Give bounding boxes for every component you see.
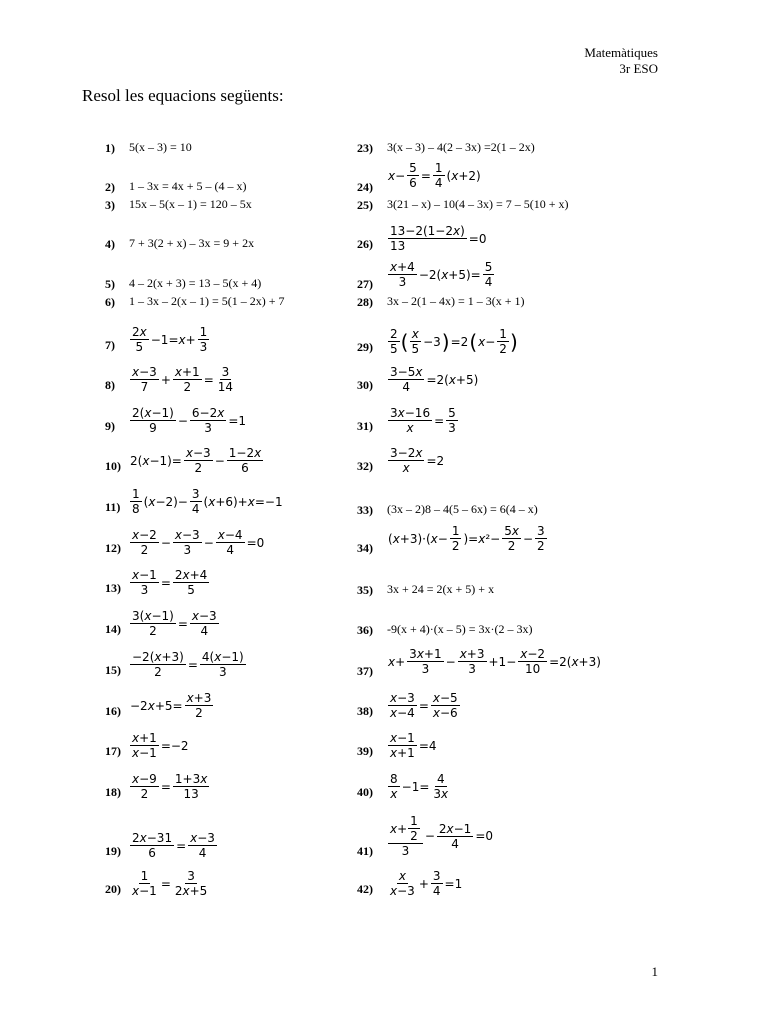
- problem-32: [357, 443, 707, 473]
- problem-number: 4): [105, 237, 115, 251]
- equation: x−2 2 − $\frac{x-3}{3}$ − $\frac{x-4}{4}$ =0: [132, 528, 265, 557]
- problem-38: [357, 688, 707, 718]
- problem-number: 30): [357, 378, 373, 392]
- problem-number: 15): [105, 663, 121, 677]
- problem-41: [357, 814, 707, 858]
- equation: -9(x + 4)·(x – 5) = 3x·(2 – 3x): [387, 622, 533, 636]
- equation: $\frac{2x-31}{6}$ = $\frac{x-3}{4}$: [132, 831, 215, 860]
- equation: $\frac{x-3}{x-4}$ = $\frac{x-5}{x-6}$: [390, 691, 458, 720]
- equation: $\frac{-2(x+3)}{2}$ = $\frac{4(x-1)}{3}$: [132, 650, 244, 679]
- equation: 2(x−1) 9 − $\frac{6-2x}{3}$ =1: [132, 406, 247, 435]
- problem-number: 35): [357, 583, 373, 597]
- problem-number: 12): [105, 541, 121, 555]
- equation: x + 1 2 3 − $\frac{2x-1}{4}$ =0: [390, 814, 494, 858]
- equation: 1 8 (x−2)− $\frac{3}{4}$ (x+6)+x=−1: [132, 487, 283, 516]
- problem-28: [357, 279, 707, 309]
- equation: $\frac{1}{x-1}$ = $\frac{3}{2x+5}$: [132, 869, 208, 898]
- problem-number: 23): [357, 141, 373, 155]
- equation: 15x – 5(x – 1) = 120 – 5x: [129, 197, 252, 211]
- problem-number: 34): [357, 541, 373, 555]
- equation: $\frac{x+1}{x-1}$ =−2: [132, 731, 189, 760]
- problem-37: [357, 648, 707, 678]
- page-title: Resol les equacions següents:: [82, 86, 284, 105]
- problem-35: [357, 567, 707, 597]
- problem-25: [357, 182, 707, 212]
- problem-number: 42): [357, 882, 373, 896]
- problem-39: [357, 728, 707, 758]
- problem-number: 8): [105, 378, 115, 392]
- problem-number: 9): [105, 419, 115, 433]
- problem-number: 24): [357, 180, 373, 194]
- problem-42: [357, 866, 707, 896]
- problem-number: 33): [357, 503, 373, 517]
- problem-number: 41): [357, 844, 373, 858]
- problem-number: 31): [357, 419, 373, 433]
- problem-number: 3): [105, 198, 115, 212]
- problem-34: [357, 525, 707, 555]
- problem-number: 40): [357, 785, 373, 799]
- problem-number: 11): [105, 500, 121, 514]
- problem-number: 29): [357, 340, 373, 354]
- equation: 1 – 3x – 2(x – 1) = 5(1 – 2x) + 7: [129, 294, 285, 308]
- equation: 3(21 – x) – 10(4 – 3x) = 7 – 5(10 + x): [387, 197, 569, 211]
- problem-23: [357, 125, 707, 155]
- subject-label: Matemàtiques: [584, 45, 658, 60]
- equation: $\frac{x-9}{2}$ = $\frac{1+3x}{13}$: [132, 772, 208, 801]
- equation: $\frac{13-2(1-2x)}{13}$ =0: [390, 224, 487, 253]
- document-header: [584, 45, 658, 77]
- equation: 1 – 3x = 4x + 5 – (4 – x): [129, 179, 247, 193]
- problem-number: 10): [105, 459, 121, 473]
- equation: 8 x −1= $\frac{4}{3x}$: [390, 772, 449, 801]
- problem-number: 27): [357, 277, 373, 291]
- problem-number: 38): [357, 704, 373, 718]
- equation: 2x 5 −1=x+ $\frac{1}{3}$: [132, 325, 208, 354]
- problem-number: 13): [105, 581, 121, 595]
- equation: x x−3 + $\frac{3}{4}$ =1: [390, 869, 463, 898]
- problem-number: 32): [357, 459, 373, 473]
- problem-number: 36): [357, 623, 373, 637]
- equation: 3x + 24 = 2(x + 5) + x: [387, 582, 495, 596]
- problem-number: 25): [357, 198, 373, 212]
- problem-number: 7): [105, 338, 115, 352]
- equation: $\frac{x-1}{3}$ = $\frac{2x+4}{5}$: [132, 568, 208, 597]
- equation: $\frac{3-5x}{4}$ =2(x+5): [390, 365, 479, 394]
- problem-number: 18): [105, 785, 121, 799]
- equation: (x+3)·(x− $\frac{1}{2}$ )=x²− $\frac{5x}{2}$ − $\frac{3}{2}$: [388, 524, 545, 553]
- equation: 3x – 2(1 – 4x) = 1 – 3(x + 1): [387, 294, 525, 308]
- equation: 2 5 ( x 5 −3 ) =2 ( x− $\frac{1}{2}$ ): [390, 327, 518, 356]
- equation: $\frac{3(x-1)}{2}$ = $\frac{x-3}{4}$: [132, 609, 217, 638]
- problem-number: 39): [357, 744, 373, 758]
- problem-number: 5): [105, 277, 115, 291]
- equation: 5(x – 3) = 10: [129, 140, 192, 154]
- problem-number: 17): [105, 744, 121, 758]
- problem-29: [357, 324, 707, 354]
- problem-number: 26): [357, 237, 373, 251]
- problem-number: 20): [105, 882, 121, 896]
- equation: x− $\frac{5}{6}$ = $\frac{1}{4}$ (x+2): [388, 161, 481, 190]
- problem-number: 28): [357, 295, 373, 309]
- equation: x+4 3 −2(x+5)= $\frac{5}{4}$: [390, 260, 493, 289]
- problem-40: [357, 769, 707, 799]
- problem-33: [357, 487, 707, 517]
- problem-number: 2): [105, 180, 115, 194]
- problem-30: [357, 362, 707, 392]
- page-number: 1: [651, 964, 658, 979]
- equation: 7 + 3(2 + x) – 3x = 9 + 2x: [129, 236, 255, 250]
- problem-number: 37): [357, 664, 373, 678]
- equation: 2(x−1)= $\frac{x-3}{2}$ − $\frac{1-2x}{6}$: [130, 446, 262, 475]
- equation: x−3 7 + $\frac{x+1}{2}$ = $\frac{3}{14}$: [132, 365, 234, 394]
- problem-36: [357, 607, 707, 637]
- problem-31: [357, 403, 707, 433]
- equation: x+ $\frac{3x+1}{3}$ − $\frac{x+3}{3}$ +1− $\frac{x-2}{10}$ =2(x+3): [388, 647, 601, 676]
- equation: (3x – 2)8 – 4(5 – 6x) = 6(4 – x): [387, 502, 538, 516]
- problem-number: 19): [105, 844, 121, 858]
- problem-26: [357, 221, 707, 251]
- equation: $\frac{x-1}{x+1}$ =4: [390, 731, 437, 760]
- problem-number: 14): [105, 622, 121, 636]
- equation: −2x+5= $\frac{x+3}{2}$: [130, 691, 212, 720]
- equation: $\frac{3-2x}{x}$ =2: [390, 446, 445, 475]
- equation: 4 – 2(x + 3) = 13 – 5(x + 4): [129, 276, 262, 290]
- equation: 3(x – 3) – 4(2 – 3x) =2(1 – 2x): [387, 140, 535, 154]
- problem-number: 6): [105, 295, 115, 309]
- problem-number: 16): [105, 704, 121, 718]
- equation: $\frac{3x-16}{x}$ = $\frac{5}{3}$: [390, 406, 456, 435]
- course-label: 3r ESO: [619, 61, 658, 76]
- problem-number: 1): [105, 141, 115, 155]
